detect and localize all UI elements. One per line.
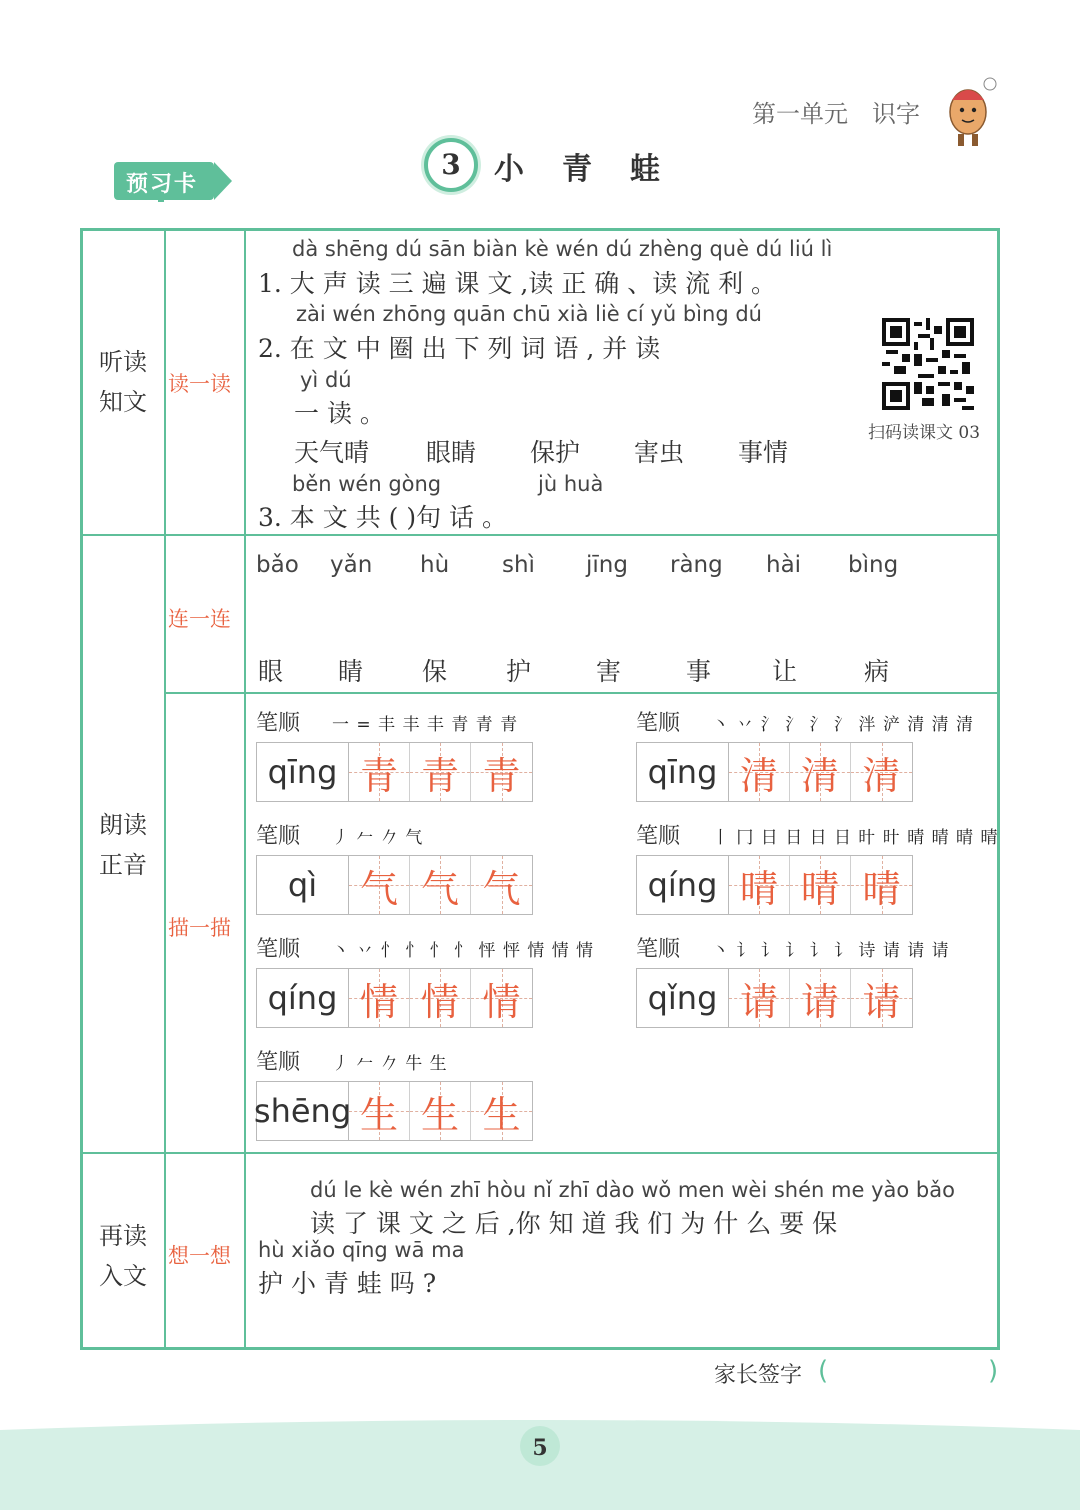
tracing-char: 生 xyxy=(359,1092,398,1137)
stroke-order-sequence: 丶 丷 氵 氵 氵 氵 泮 浐 清 清 清 xyxy=(712,715,975,735)
connect-char-item[interactable]: 病 xyxy=(864,657,890,686)
row-divider xyxy=(164,692,1000,694)
tracing-char: 晴 xyxy=(800,866,839,911)
writing-box-pinyin: qǐng xyxy=(637,969,729,1027)
connect-pinyin-item[interactable]: bìng xyxy=(848,552,899,578)
tracing-char: 生 xyxy=(482,1092,521,1137)
tracing-cell[interactable] xyxy=(410,969,471,1027)
writing-box[interactable] xyxy=(253,1081,533,1141)
tracing-char: 请 xyxy=(739,979,778,1024)
tracing-cell[interactable] xyxy=(410,856,471,914)
tracing-char: 气 xyxy=(482,866,521,911)
tracing-char: 晴 xyxy=(862,866,901,911)
think-pinyin-1: dú le kè wén zhī hòu nǐ zhī dào wǒ men wèi shén me yào bǎo xyxy=(310,1178,955,1202)
tracing-cell[interactable] xyxy=(471,743,532,801)
tracing-cell[interactable] xyxy=(410,1082,471,1140)
word-5: 事情 xyxy=(738,438,789,467)
tracing-cell[interactable] xyxy=(790,969,851,1027)
think-text-1: 读 了 课 文 之 后 ,你 知 道 我 们 为 什 么 要 保 xyxy=(310,1209,838,1238)
column-divider xyxy=(164,228,166,1350)
tracing-char: 清 xyxy=(739,753,778,798)
stroke-order-sequence: 丶 丷 忄 忄 忄 忄 怦 怦 情 情 情 xyxy=(332,941,595,961)
tracing-cell[interactable] xyxy=(790,743,851,801)
row-divider xyxy=(80,1152,1000,1154)
stroke-order-label: 笔顺 xyxy=(636,711,681,736)
writing-box[interactable] xyxy=(636,742,913,802)
connect-pinyin-item[interactable]: ràng xyxy=(670,552,723,578)
writing-box[interactable] xyxy=(256,742,533,802)
tracing-cell[interactable] xyxy=(729,969,790,1027)
activity-read: 读一读 xyxy=(168,372,231,396)
word-2: 眼睛 xyxy=(426,438,477,467)
tracing-cell[interactable] xyxy=(729,856,790,914)
think-text-2: 护 小 青 蛙 吗 ? xyxy=(258,1269,437,1298)
connect-char-item[interactable]: 事 xyxy=(686,657,712,686)
word-4: 害虫 xyxy=(634,438,685,467)
stroke-order-sequence: 丿 𠂉 𠂊 气 xyxy=(332,828,424,848)
tracing-cell[interactable] xyxy=(349,743,410,801)
activity-trace: 描一描 xyxy=(168,916,231,940)
preview-card-label: 预习卡 xyxy=(126,172,199,197)
connect-char-item[interactable]: 保 xyxy=(422,657,448,686)
tracing-char: 清 xyxy=(862,753,901,798)
tracing-cell[interactable] xyxy=(790,856,851,914)
tracing-char: 清 xyxy=(800,753,839,798)
section-listen: 听读 知文 xyxy=(99,348,147,416)
connect-char-item[interactable]: 眼 xyxy=(258,657,284,686)
unit-header: 第一单元 识字 xyxy=(752,100,920,128)
tracing-char: 气 xyxy=(420,866,459,911)
stroke-order-label: 笔顺 xyxy=(636,824,681,849)
stroke-order-sequence: 丨 冂 日 日 日 日 旪 旪 晴 晴 晴 晴 xyxy=(712,828,999,848)
column-divider xyxy=(244,228,246,1350)
q3-text: 3. 本 文 共 ( )句 话 。 xyxy=(258,503,507,532)
q2b-pinyin: yì dú xyxy=(300,368,352,392)
row-divider xyxy=(80,534,1000,536)
stroke-order-label: 笔顺 xyxy=(256,937,301,962)
activity-connect: 连一连 xyxy=(168,607,231,631)
writing-box-pinyin: qīng xyxy=(637,743,729,801)
tracing-cell[interactable] xyxy=(349,1082,410,1140)
stroke-order-label: 笔顺 xyxy=(636,937,681,962)
q1-pinyin: dà shēng dú sān biàn kè wén dú zhèng què dú liú lì xyxy=(292,237,833,261)
word-1: 天气晴 xyxy=(294,438,370,467)
writing-box[interactable] xyxy=(256,968,533,1028)
tracing-char: 情 xyxy=(420,979,459,1024)
stroke-order-sequence: 丶 讠 讠 讠 讠 讠 诗 请 请 请 xyxy=(712,941,950,961)
writing-box[interactable] xyxy=(636,968,913,1028)
q3-pinyin-b: jù huà xyxy=(538,472,604,496)
word-3: 保护 xyxy=(530,438,581,467)
tracing-cell[interactable] xyxy=(471,1082,532,1140)
tracing-char: 情 xyxy=(359,979,398,1024)
tracing-cell[interactable] xyxy=(410,743,471,801)
tracing-cell[interactable] xyxy=(729,743,790,801)
tracing-char: 青 xyxy=(359,753,398,798)
signature-bracket-open: ( xyxy=(818,1356,829,1386)
activity-think: 想一想 xyxy=(168,1244,231,1268)
writing-box-pinyin: qíng xyxy=(257,969,349,1027)
tracing-char: 请 xyxy=(800,979,839,1024)
tracing-char: 情 xyxy=(482,979,521,1024)
tracing-cell[interactable] xyxy=(471,856,532,914)
q1-text: 1. 大 声 读 三 遍 课 文 ,读 正 确 、读 流 利 。 xyxy=(258,269,777,298)
tracing-char: 请 xyxy=(862,979,901,1024)
stroke-order-label: 笔顺 xyxy=(256,1050,301,1075)
connect-char-item[interactable]: 睛 xyxy=(338,657,364,686)
connect-pinyin-item[interactable]: hài xyxy=(766,552,802,578)
tracing-char: 气 xyxy=(359,866,398,911)
qr-code[interactable] xyxy=(882,318,974,410)
lesson-title: 小青蛙 xyxy=(494,152,698,187)
q2-pinyin: zài wén zhōng quān chū xià liè cí yǔ bìng dú xyxy=(296,302,762,326)
tracing-cell[interactable] xyxy=(349,856,410,914)
connect-char-item[interactable]: 护 xyxy=(506,657,532,686)
stroke-order-sequence: 一 = 丰 丰 丰 青 青 青 xyxy=(332,715,519,735)
stroke-order-label: 笔顺 xyxy=(256,824,301,849)
qr-caption: 扫码读课文 03 xyxy=(868,423,981,443)
tracing-cell[interactable] xyxy=(851,969,912,1027)
signature-bracket-close: ) xyxy=(988,1356,999,1386)
connect-pinyin-item[interactable]: shì xyxy=(502,552,535,578)
section-recite: 朗读 正音 xyxy=(99,811,147,879)
tracing-char: 青 xyxy=(482,753,521,798)
writing-box-pinyin: qíng xyxy=(637,856,729,914)
tracing-cell[interactable] xyxy=(851,743,912,801)
connect-pinyin-item[interactable]: bǎo xyxy=(256,552,299,578)
connect-pinyin-item[interactable]: yǎn xyxy=(330,552,373,578)
connect-char-item[interactable]: 害 xyxy=(596,657,622,686)
think-pinyin-2: hù xiǎo qīng wā ma xyxy=(258,1238,465,1262)
writing-box-pinyin: qīng xyxy=(257,743,349,801)
stroke-order-label: 笔顺 xyxy=(256,711,301,736)
tracing-cell[interactable] xyxy=(851,856,912,914)
tracing-cell[interactable] xyxy=(349,969,410,1027)
tracing-cell[interactable] xyxy=(471,969,532,1027)
tracing-char: 青 xyxy=(420,753,459,798)
page-number: 5 xyxy=(532,1435,548,1461)
q2-text: 2. 在 文 中 圈 出 下 列 词 语 , 并 读 xyxy=(258,334,661,363)
q2b-text: 一 读 。 xyxy=(294,399,385,428)
tracing-char: 晴 xyxy=(739,866,778,911)
writing-box[interactable] xyxy=(256,855,533,915)
writing-box-pinyin: shēng xyxy=(257,1082,349,1140)
connect-pinyin-item[interactable]: jīng xyxy=(586,552,628,578)
connect-pinyin-item[interactable]: hù xyxy=(420,552,450,578)
parent-signature-label: 家长签字 xyxy=(714,1363,803,1388)
writing-box[interactable] xyxy=(636,855,913,915)
lesson-number: 3 xyxy=(441,148,461,181)
writing-box-pinyin: qì xyxy=(257,856,349,914)
stroke-order-sequence: 丿 𠂉 𠂊 牛 生 xyxy=(332,1054,448,1074)
q3-pinyin-a: běn wén gòng xyxy=(292,472,442,496)
tracing-char: 生 xyxy=(420,1092,459,1137)
section-reread: 再读 入文 xyxy=(99,1222,147,1290)
connect-char-item[interactable]: 让 xyxy=(772,657,798,686)
mascot-illustration xyxy=(940,72,1000,150)
